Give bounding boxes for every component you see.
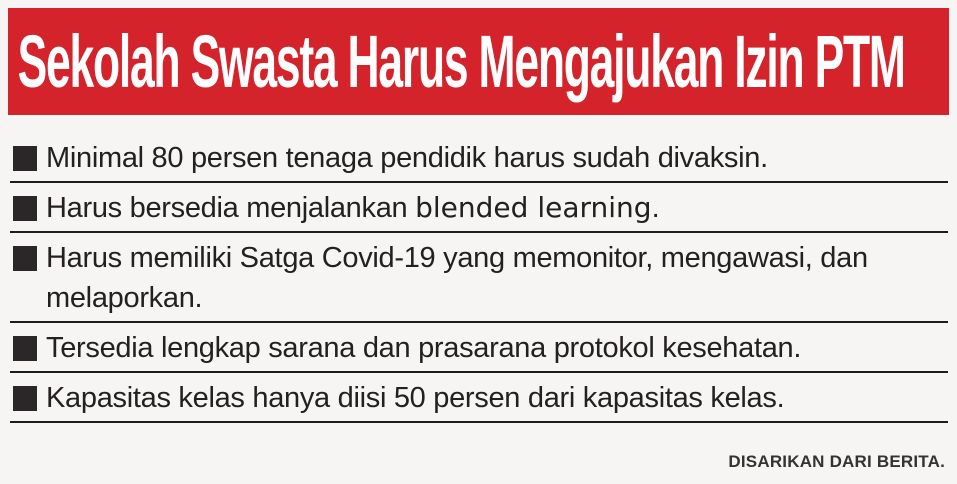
foreign-term: blended learning [415, 191, 652, 224]
bullet-square-icon [13, 196, 37, 221]
page-title: Sekolah Swasta Harus Mengajukan Izin PTM [17, 20, 905, 103]
bullet-square-icon [13, 146, 37, 171]
list-item-text [46, 138, 948, 178]
requirements-list [10, 133, 948, 423]
list-item [10, 183, 948, 233]
list-item [10, 133, 948, 183]
bullet-square-icon [13, 246, 37, 271]
item-text-segment: Kapasitas kelas hanya diisi 50 persen dari kapasitas kelas. [46, 382, 785, 414]
list-item-text [46, 378, 948, 418]
list-item-text [46, 238, 948, 318]
list-item [10, 233, 948, 323]
list-item-text [46, 328, 948, 368]
item-text-segment: Harus bersedia menjalankan [46, 192, 416, 224]
header-banner [8, 8, 949, 115]
item-text-segment: Harus memiliki Satga Covid-19 yang memonitor, mengawasi, dan melaporkan. [46, 242, 868, 314]
bullet-square-icon [13, 386, 37, 411]
credit-note: DISARIKAN DARI BERITA. [728, 452, 945, 471]
item-text-segment: Minimal 80 persen tenaga pendidik harus sudah divaksin. [46, 142, 768, 174]
item-text-segment: Tersedia lengkap sarana dan prasarana protokol kesehatan. [46, 332, 802, 364]
item-text-segment: . [651, 192, 660, 224]
bullet-square-icon [13, 336, 37, 361]
list-item-text [46, 188, 948, 228]
list-item [10, 323, 948, 373]
list-item [10, 373, 948, 423]
